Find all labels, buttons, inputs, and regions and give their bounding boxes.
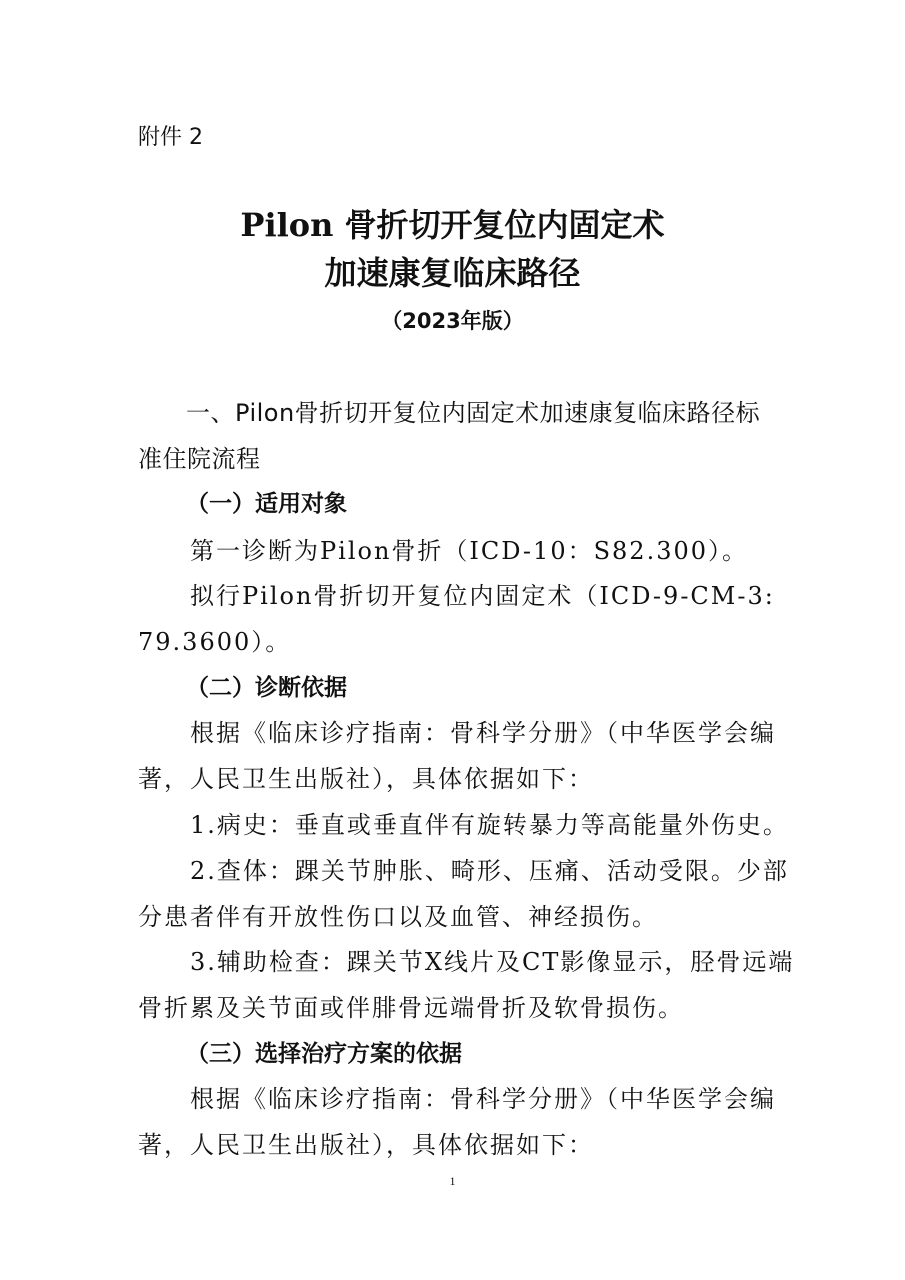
subsection-2-item-3-line-1: 3.辅助检查：踝关节X线片及CT影像显示，胫骨远端 [190,948,795,976]
attachment-label: 附件 2 [138,125,203,150]
subsection-2-intro-line-1: 根据《临床诊疗指南：骨科学分册》（中华医学会编 [190,719,776,747]
subsection-3-intro-line-2: 著，人民卫生出版社），具体依据如下： [138,1131,594,1159]
subsection-2-item-2-line-2: 分患者伴有开放性伤口以及血管、神经损伤。 [138,903,658,931]
subsection-1-paragraph-1: 第一诊断为Pilon骨折（ICD-10：S82.300）。 [190,537,749,565]
subsection-3-intro-line-1: 根据《临床诊疗指南：骨科学分册》（中华医学会编 [190,1085,776,1113]
page-number: 1 [449,1174,456,1188]
subsection-3-heading: （三）选择治疗方案的依据 [186,1041,462,1067]
section-1-heading-line-1: 一、Pilon骨折切开复位内固定术加速康复临床路径标 [186,399,761,427]
subsection-2-heading: （二）诊断依据 [186,675,347,701]
subsection-1-heading: （一）适用对象 [186,491,347,517]
subsection-2-item-3-line-2: 骨折累及关节面或伴腓骨远端骨折及软骨损伤。 [138,994,684,1022]
subsection-2-item-2-line-1: 2.查体：踝关节肿胀、畸形、压痛、活动受限。少部 [190,857,789,885]
document-title-line-1: Pilon 骨折切开复位内固定术 [240,206,665,244]
subsection-2-intro-line-2: 著，人民卫生出版社），具体依据如下： [138,765,594,793]
section-1-heading-line-2: 准住院流程 [138,445,261,473]
subsection-2-item-1: 1.病史：垂直或垂直伴有旋转暴力等高能量外伤史。 [190,811,789,839]
subsection-1-paragraph-2-line-1: 拟行Pilon骨折切开复位内固定术（ICD-9-CM-3: [190,582,775,610]
edition-label: （2023年版） [381,309,524,333]
document-title-line-2: 加速康复临床路径 [324,254,581,292]
subsection-1-paragraph-2-line-2: 79.3600）。 [138,628,292,656]
